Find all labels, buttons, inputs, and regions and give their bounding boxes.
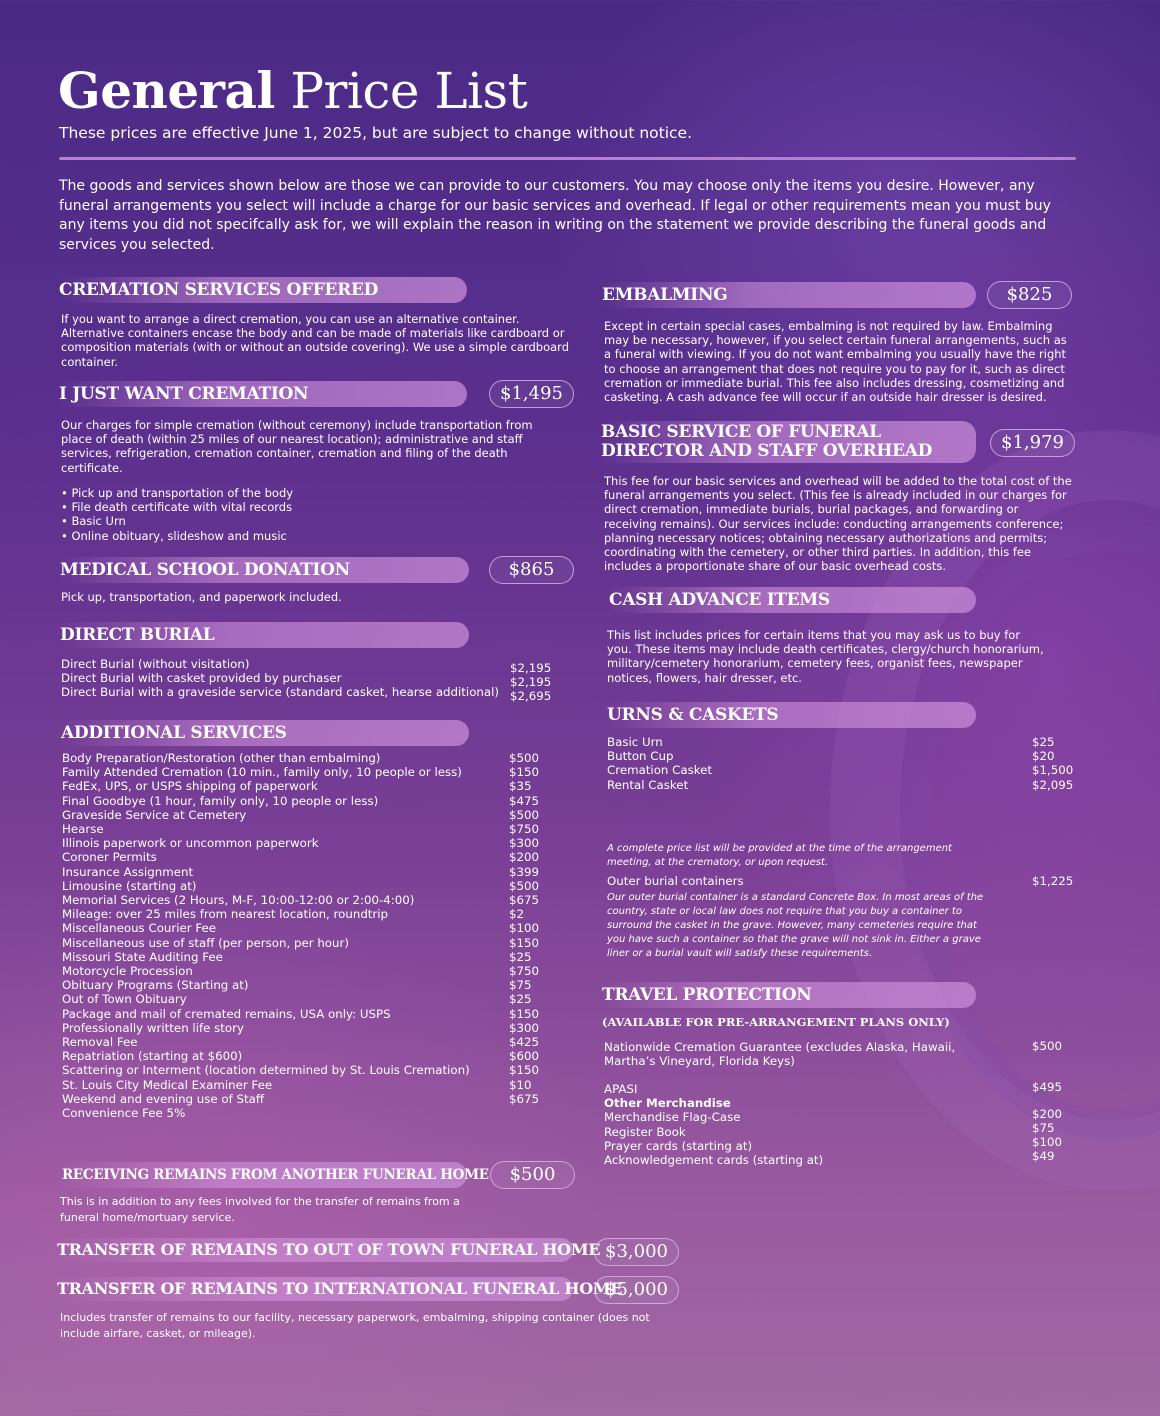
list-item: Button Cup $20 (607, 749, 1055, 764)
list-item: Direct Burial (without visitation) $2,195 (61, 657, 552, 675)
just-cremation-price: $1,495 (489, 380, 574, 408)
just-cremation-bullets (61, 486, 461, 543)
list-item: Hearse $750 (62, 822, 540, 837)
other-merchandise-label: Other Merchandise (604, 1096, 731, 1111)
additional-services-list (62, 751, 562, 1120)
list-item: Body Preparation/Restoration (other than embalming) $500 (62, 751, 540, 765)
medical-school-text: Pick up, transportation, and paperwork included. (61, 590, 342, 604)
list-item: Package and mail of cremated remains, USA only: USPS $150 (62, 1006, 540, 1021)
receiving-remains-price: $500 (490, 1161, 575, 1189)
list-item: Memorial Services (2 Hours, M-F, 10:00-12:00 or 2:00-4:00) $675 (62, 893, 540, 908)
transfer-international-price: $5,000 (594, 1276, 679, 1304)
list-item: Cremation Casket $1,500 (607, 763, 1074, 778)
section-transfer-international: TRANSFER OF REMAINS TO INTERNATIONAL FUNERAL HOME (57, 1277, 573, 1301)
list-item: Weekend and evening use of Staff $675 (62, 1091, 540, 1106)
list-item: Family Attended Cremation (10 min., family only, 10 people or less) $150 (62, 765, 540, 780)
receiving-remains-text: This is in addition to any fees involved for the transfer of remains from a funeral home/mortuary service. (60, 1195, 460, 1224)
list-item: Scattering or Interment (location determined by St. Louis Cremation) $150 (62, 1063, 540, 1078)
section-embalming: EMBALMING (602, 282, 976, 308)
list-item: Miscellaneous Courier Fee $100 (62, 921, 540, 936)
other-merchandise-list (604, 1082, 1074, 1167)
list-item: Motorcycle Procession $750 (62, 964, 540, 979)
basic-service-text: This fee for our basic services and overhead will be added to the total cost of the funeral arrangements you select. (This fee is already included in our charges for direct cremation, immediate burials, burial packages, and forwarding or receiving remains). Our services include: conducting arrangements conference; planning necessary notices; obtaining necessary authorizations and permits; coordinating with the cemetery, or other third parties. In addition, this fee includes a proportionate share of our basic overhead costs. (604, 474, 1072, 574)
medical-school-price: $865 (489, 556, 574, 584)
list-item: Repatriation (starting at $600) $600 (62, 1049, 540, 1064)
section-travel-protection: TRAVEL PROTECTION (602, 982, 976, 1008)
section-just-cremation: I JUST WANT CREMATION (59, 381, 467, 407)
section-transfer-out-of-town: TRANSFER OF REMAINS TO OUT OF TOWN FUNERAL HOME (57, 1238, 573, 1262)
list-item: Prayer cards (starting at) $100 (604, 1135, 1063, 1153)
list-item: Basic Urn $25 (607, 735, 1055, 749)
bullet-item: • Pick up and transportation of the body (61, 486, 294, 500)
urns-caskets-list (607, 735, 1077, 792)
page-title: General Price List (58, 61, 528, 120)
list-item: FedEx, UPS, or USPS shipping of paperwork $35 (62, 779, 532, 794)
list-item: Direct Burial with casket provided by purchaser $2,195 (61, 671, 552, 689)
bullet-item: • File death certificate with vital records (61, 500, 293, 515)
cash-advance-text: This list includes prices for certain items that you may ask us to buy for you. These items may include death certificates, clergy/church honorarium, military/cemetery honorarium, cemetery fees, organist fees, newspaper notices, flowers, hair dresser, etc. (607, 628, 1044, 685)
transfer-out-of-town-price: $3,000 (594, 1238, 679, 1266)
embalming-text: Except in certain special cases, embalming is not required by law. Embalming may be necessary, however, if you select certain funeral arrangements, such as a funeral with viewing. If you do not want embalming you usually have the right to choose an arrangement that does not require you to pay for it, such as direct cremation or immediate burial. This fee also includes dressing, cosmetizing and casketing. A cash advance fee will occur if an outside hair dresser is desired. (604, 319, 1067, 405)
guarantee-price: $500 (1032, 1039, 1063, 1053)
just-cremation-text: Our charges for simple cremation (without ceremony) include transportation from place of death (within 25 miles of our nearest location); administrative and staff services, refrigeration, cremation container, cremation and filing of the death certificate. (61, 418, 533, 475)
list-item: Coroner Permits $200 (62, 850, 540, 865)
section-cremation-services: CREMATION SERVICES OFFERED (59, 277, 467, 303)
list-item: Limousine (starting at) $500 (62, 878, 540, 893)
list-item: Rental Casket $2,095 (607, 777, 1074, 792)
list-item: Obituary Programs (Starting at) $75 (62, 978, 532, 993)
section-medical-school: MEDICAL SCHOOL DONATION (60, 557, 469, 583)
outer-burial-row (607, 874, 1077, 888)
list-item: Convenience Fee 5% (62, 1106, 186, 1121)
section-additional-services: ADDITIONAL SERVICES (61, 720, 469, 746)
list-item: Mileage: over 25 miles from nearest location, roundtrip $2 (62, 907, 525, 922)
list-item: Register Book $75 (604, 1121, 1055, 1139)
bullet-item: • Online obituary, slideshow and music (61, 528, 287, 543)
divider (59, 157, 1076, 160)
price-list-note: A complete price list will be provided at the time of the arrangement meeting, at the crematory, or upon request. (607, 843, 952, 868)
embalming-price: $825 (987, 281, 1072, 309)
outer-burial-note: Our outer burial container is a standard Concrete Box. In most areas of the country, state or local law does not require that you buy a container to surround the casket in the grave. However, many cemeteries require that you have such a container so that the grave will not sink in. Either a grave liner or a burial vault will satisfy these requirements. (607, 892, 984, 959)
effective-date-note: These prices are effective June 1, 2025, but are subject to change without notice. (59, 124, 693, 142)
list-item: St. Louis City Medical Examiner Fee $10 (62, 1077, 532, 1092)
list-item: Outer burial containers $1,225 (607, 874, 1074, 888)
list-item: Final Goodbye (1 hour, family only, 10 people or less) $475 (62, 793, 540, 808)
list-item: Merchandise Flag-Case $200 (604, 1107, 1063, 1125)
list-item: Illinois paperwork or uncommon paperwork $300 (62, 836, 540, 851)
list-item: Insurance Assignment $399 (62, 864, 540, 879)
list-item: APASI $495 (604, 1080, 1063, 1096)
basic-service-price: $1,979 (990, 429, 1075, 457)
section-basic-service: BASIC SERVICE OF FUNERAL DIRECTOR AND STAFF OVERHEAD (601, 421, 976, 463)
list-item: Missouri State Auditing Fee $25 (62, 949, 532, 964)
transfer-international-text: Includes transfer of remains to our facility, necessary paperwork, embalming, shipping container (does not include airfare, casket, or mileage). (60, 1311, 650, 1340)
travel-protection-subheading: (AVAILABLE FOR PRE-ARRANGEMENT PLANS ONLY) (602, 1015, 950, 1029)
direct-burial-list (61, 657, 561, 703)
list-item: Miscellaneous use of staff (per person, per hour) $150 (62, 935, 540, 950)
section-cash-advance: CASH ADVANCE ITEMS (609, 587, 976, 613)
list-item: Professionally written life story $300 (62, 1020, 540, 1035)
section-direct-burial: DIRECT BURIAL (60, 622, 469, 648)
list-item: Acknowledgement cards (starting at) $49 (604, 1149, 1055, 1168)
cremation-services-text: If you want to arrange a direct cremation, you can use an alternative container. Alternative containers encase the body and can be made of materials like cardboard or composition materials (with or without an outside covering). We use a simple cardboard container. (61, 312, 570, 369)
section-receiving-remains: RECEIVING REMAINS FROM ANOTHER FUNERAL HOME (62, 1162, 467, 1188)
section-urns-caskets: URNS & CASKETS (607, 702, 976, 728)
bullet-item: • Basic Urn (61, 514, 126, 529)
list-item: Graveside Service at Cemetery $500 (62, 807, 540, 822)
intro-paragraph: The goods and services shown below are those we can provide to our customers. You may choose only the items you desire. However, any funeral arrangements you select will include a charge for our basic services and overhead. If legal or other requirements mean you must buy any items you did not specifcally ask for, we will explain the reason in writing on the statement we provide describing the funeral goods and services you selected. (59, 178, 1051, 253)
guarantee-name: Nationwide Cremation Guarantee (excludes Alaska, Hawaii, Martha’s Vineyard, Florida Keys) (604, 1040, 956, 1069)
list-item: Out of Town Obituary $25 (62, 992, 532, 1007)
list-item: Direct Burial with a graveside service (standard casket, hearse additional) $2,695 (61, 685, 552, 703)
list-item: Removal Fee $425 (62, 1035, 540, 1050)
